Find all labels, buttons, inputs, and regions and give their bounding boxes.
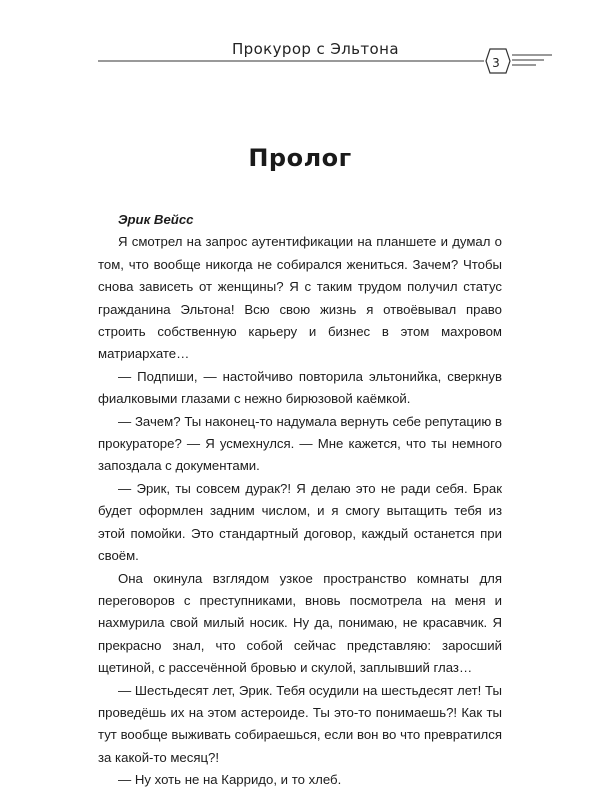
paragraph: Я смотрел на запрос аутентификации на планшете и думал о том, что вообще никогда не собирался жениться. Зачем? Чтобы снова зависеть от женщины? Я с таким трудом получил статус гражданина Эльтона! Всю свою жизнь я отвоёвывал право строить собственную карьеру и бизнес в этом махровом матриархате… bbox=[98, 234, 502, 362]
body-text bbox=[98, 209, 502, 792]
paragraph: Она окинула взглядом узкое пространство комнаты для переговоров с преступниками, вновь посмотрела на меня и нахмурила свой милый носик. Ну да, понимаю, не красавчик. Я прекрасно знал, что собой сейчас представляю: заросший щетиной, с рассечённой бровью и скулой, заплывший глаз… bbox=[98, 570, 502, 676]
chapter-title: Пролог bbox=[248, 144, 352, 172]
paragraph: — Шестьдесят лет, Эрик. Тебя осудили на шестьдесят лет! Ты проведёшь их на этом астероиде. Ты это-то понимаешь?! Как ты тут вообще выживать собираешься, если вон во что превратился за какой-то месяц?! bbox=[98, 682, 502, 765]
paragraph: — Ну хоть не на Карридо, и то хлеб. bbox=[118, 772, 342, 788]
paragraph: — Подпиши, — настойчиво повторила эльтонийка, сверкнув фиалковыми глазами с нежно бирюзовой каёмкой. bbox=[98, 368, 502, 407]
speaker-line bbox=[98, 209, 502, 231]
paragraph: — Зачем? Ты наконец-то надумала вернуть себе репутацию в прокураторе? — Я усмехнулся. — Мне кажется, что ты немного запоздала с документами. bbox=[98, 413, 502, 474]
speaker-name: Эрик Вейсс bbox=[118, 212, 194, 227]
paragraph: — Эрик, ты совсем дурак?! Я делаю это не ради себя. Брак будет оформлен задним числом, и я смогу вытащить тебя из этой помойки. Это стандартный договор, каждый останется при своём. bbox=[98, 480, 502, 564]
page-number: 3 bbox=[492, 56, 500, 70]
running-title: Прокурор с Эльтона bbox=[232, 40, 399, 58]
